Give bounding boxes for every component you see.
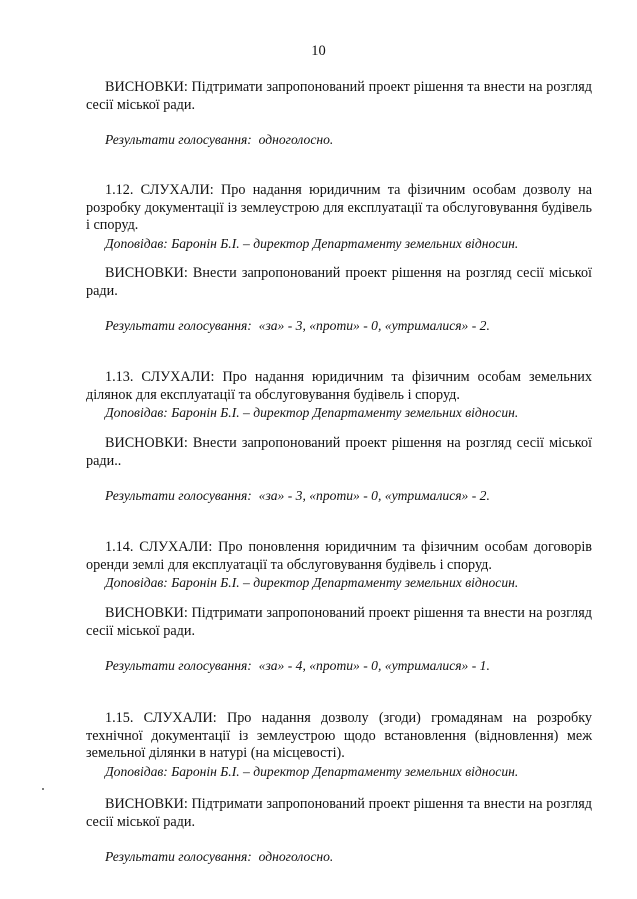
item-1-14-conclusion: ВИСНОВКИ: Підтримати запропонований проект рішення та внести на розгляд сесії міської ради. xyxy=(86,605,592,639)
vote-value: «за» - 4, «проти» - 0, «утрималися» - 1. xyxy=(258,658,490,673)
item-1-13-heard xyxy=(86,369,592,422)
heard-text: 1.14. СЛУХАЛИ: Про поновлення юридичним та фізичним особам договорів оренди землі для експлуатації та обслуговування будівель і споруд. xyxy=(86,539,592,573)
item-1-13-vote-result xyxy=(105,488,490,504)
vote-value: одноголосно. xyxy=(258,849,334,864)
item-1-12-heard xyxy=(86,182,592,252)
vote-label: Результати голосування: xyxy=(105,132,252,147)
item-1-15-heard xyxy=(86,710,592,780)
reporter-text: Доповідав: Баронін Б.І. – директор Департаменту земельних відносин. xyxy=(105,405,519,420)
vote-value: одноголосно. xyxy=(258,132,334,147)
vote-label: Результати голосування: xyxy=(105,318,252,333)
vote-label: Результати голосування: xyxy=(105,488,252,503)
vote-value: «за» - 3, «проти» - 0, «утрималися» - 2. xyxy=(258,318,490,333)
scan-speck xyxy=(42,788,44,790)
heard-text: 1.15. СЛУХАЛИ: Про надання дозволу (згоди) громадянам на розробку технічної документації із землеустрою щодо встановлення (відновлення) меж земельної ділянки в натурі (на місцевості). xyxy=(86,710,592,761)
item-1-15-vote-result xyxy=(105,849,333,865)
vote-label: Результати голосування: xyxy=(105,658,252,673)
reporter-text: Доповідав: Баронін Б.І. – директор Департаменту земельних відносин. xyxy=(105,763,519,779)
top-conclusion: ВИСНОВКИ: Підтримати запропонований проект рішення та внести на розгляд сесії міської ради. xyxy=(86,79,592,113)
heard-text: 1.13. СЛУХАЛИ: Про надання юридичним та фізичним особам земельних ділянок для експлуатації та обслуговування будівель і споруд. xyxy=(86,369,592,403)
top-vote-result xyxy=(105,132,333,148)
reporter-text: Доповідав: Баронін Б.І. – директор Департаменту земельних відносин. xyxy=(105,575,519,590)
vote-label: Результати голосування: xyxy=(105,849,252,864)
item-1-15-conclusion: ВИСНОВКИ: Підтримати запропонований проект рішення та внести на розгляд сесії міської ради. xyxy=(86,796,592,830)
reporter-text: Доповідав: Баронін Б.І. – директор Департаменту земельних відносин. xyxy=(105,235,519,251)
item-1-13-conclusion: ВИСНОВКИ: Внести запропонований проект рішення на розгляд сесії міської ради.. xyxy=(86,435,592,469)
item-1-14-heard xyxy=(86,539,592,592)
item-1-12-vote-result xyxy=(105,318,490,334)
item-1-12-conclusion: ВИСНОВКИ: Внести запропонований проект рішення на розгляд сесії міської ради. xyxy=(86,265,592,299)
item-1-14-vote-result xyxy=(105,658,490,674)
vote-value: «за» - 3, «проти» - 0, «утрималися» - 2. xyxy=(258,488,490,503)
page-number: 10 xyxy=(311,43,326,59)
heard-text: 1.12. СЛУХАЛИ: Про надання юридичним та фізичним особам дозволу на розробку документації із землеустрою для експлуатації та обслуговування будівель і споруд. xyxy=(86,182,592,233)
